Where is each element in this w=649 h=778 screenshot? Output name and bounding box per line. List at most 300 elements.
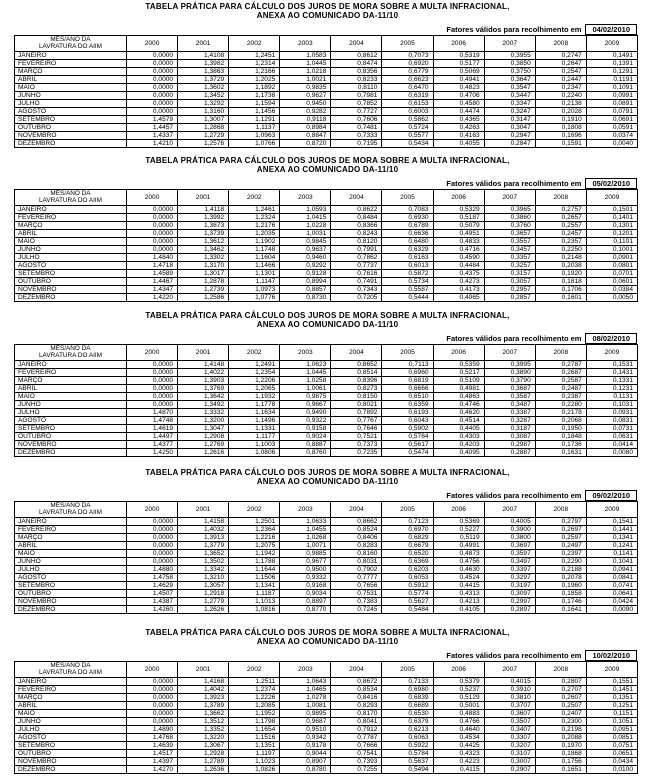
value-cell: 0,8416 — [331, 694, 382, 702]
value-cell: 0,1601 — [535, 294, 586, 302]
fatores-date: 04/02/2010 — [585, 24, 637, 35]
table-row — [15, 132, 638, 140]
value-cell: 0,0601 — [586, 278, 637, 286]
table-row — [15, 230, 638, 238]
value-cell: 0,2138 — [535, 100, 586, 108]
table-row — [15, 92, 638, 100]
value-cell: 0,2347 — [535, 84, 586, 92]
value-cell: 0,3707 — [484, 702, 535, 710]
value-cell: 0,8283 — [331, 542, 382, 550]
value-cell: 0,1431 — [586, 369, 637, 377]
value-cell: 0,0901 — [586, 254, 637, 262]
value-cell: 0,4115 — [433, 766, 484, 774]
value-cell: 0,5922 — [382, 742, 433, 750]
value-cell: 0,1451 — [586, 686, 637, 694]
value-cell: 0,7255 — [331, 766, 382, 774]
year-header: 2000 — [127, 502, 178, 518]
value-cell: 1,4250 — [127, 449, 178, 457]
value-cell: 0,2607 — [535, 694, 586, 702]
value-cell: 0,8396 — [331, 377, 382, 385]
value-cell: 1,3492 — [178, 401, 229, 409]
value-cell: 0,0000 — [127, 542, 178, 550]
value-cell: 0,7656 — [331, 582, 382, 590]
value-cell: 0,6679 — [382, 542, 433, 550]
value-cell: 1,2878 — [178, 278, 229, 286]
value-cell: 0,3657 — [484, 230, 535, 238]
value-cell: 0,6319 — [382, 92, 433, 100]
value-cell: 0,6470 — [382, 84, 433, 92]
value-cell: 0,1131 — [586, 393, 637, 401]
year-header: 2002 — [229, 190, 280, 206]
value-cell: 0,8770 — [280, 606, 331, 614]
value-cell: 1,3512 — [178, 718, 229, 726]
value-cell: 0,7902 — [331, 566, 382, 574]
value-cell: 0,0040 — [586, 140, 637, 148]
value-cell: 0,7113 — [382, 361, 433, 369]
value-cell: 0,8672 — [331, 678, 382, 686]
year-header: 2005 — [382, 662, 433, 678]
value-cell: 0,8887 — [280, 441, 331, 449]
table-row — [15, 140, 638, 148]
value-cell: 1,0816 — [229, 606, 280, 614]
month-cell: JULHO — [15, 254, 127, 262]
header-row — [15, 345, 638, 361]
value-cell: 0,7991 — [331, 246, 382, 254]
month-cell: MARÇO — [15, 222, 127, 230]
value-cell: 0,5912 — [382, 582, 433, 590]
value-cell: 0,4981 — [433, 385, 484, 393]
value-cell: 0,0000 — [127, 702, 178, 710]
value-cell: 0,6359 — [382, 401, 433, 409]
value-cell: 0,1641 — [535, 606, 586, 614]
value-cell: 0,1441 — [586, 526, 637, 534]
table-row — [15, 222, 638, 230]
value-cell: 1,4347 — [127, 286, 178, 294]
value-cell: 0,4833 — [433, 238, 484, 246]
fatores-date: 05/02/2010 — [585, 178, 637, 189]
value-cell: 0,2547 — [535, 68, 586, 76]
value-cell: 0,4883 — [433, 710, 484, 718]
value-cell: 0,2198 — [535, 726, 586, 734]
value-cell: 0,0000 — [127, 246, 178, 254]
value-cell: 0,3910 — [484, 686, 535, 694]
value-cell: 0,5379 — [433, 678, 484, 686]
value-cell: 0,7616 — [331, 270, 382, 278]
year-header: 2003 — [280, 345, 331, 361]
value-cell: 1,2626 — [178, 606, 229, 614]
month-cell: ABRIL — [15, 542, 127, 550]
value-cell: 0,4173 — [433, 286, 484, 294]
value-cell: 0,6003 — [382, 108, 433, 116]
value-cell: 0,9627 — [280, 92, 331, 100]
value-cell: 0,6789 — [382, 222, 433, 230]
table-row — [15, 206, 638, 214]
value-cell: 0,3157 — [484, 270, 535, 278]
value-cell: 1,2928 — [178, 750, 229, 758]
table-title — [6, 628, 649, 646]
value-cell: 0,2987 — [484, 441, 535, 449]
value-cell: 0,4223 — [433, 758, 484, 766]
value-cell: 1,3017 — [178, 270, 229, 278]
title-line-2: ANEXA AO COMUNICADO DA-11/10 — [256, 11, 399, 20]
value-cell: 0,9158 — [280, 425, 331, 433]
value-cell: 0,7521 — [331, 433, 382, 441]
header-row — [15, 190, 638, 206]
value-cell: 0,2188 — [535, 566, 586, 574]
value-cell: 0,1910 — [535, 116, 586, 124]
value-cell: 0,1231 — [586, 385, 637, 393]
value-cell: 0,3995 — [484, 361, 535, 369]
value-cell: 0,0651 — [586, 750, 637, 758]
value-cell: 0,3790 — [484, 377, 535, 385]
value-cell: 0,6043 — [382, 417, 433, 425]
year-header: 2004 — [331, 502, 382, 518]
value-cell: 1,1291 — [229, 116, 280, 124]
value-cell: 1,4890 — [127, 726, 178, 734]
value-cell: 1,1788 — [229, 558, 280, 566]
year-header: 2000 — [127, 345, 178, 361]
value-cell: 0,0731 — [586, 425, 637, 433]
value-cell: 0,0000 — [127, 68, 178, 76]
month-cell: SETEMBRO — [15, 742, 127, 750]
value-cell: 1,3992 — [178, 214, 229, 222]
value-cell: 1,1023 — [229, 758, 280, 766]
year-header: 2001 — [178, 36, 229, 52]
value-cell: 0,0000 — [127, 534, 178, 542]
value-cell: 1,3200 — [178, 417, 229, 425]
value-cell: 0,5484 — [382, 606, 433, 614]
value-cell: 0,5319 — [433, 52, 484, 60]
value-cell: 1,2025 — [229, 76, 280, 84]
table-row — [15, 550, 638, 558]
value-cell: 0,0090 — [586, 606, 637, 614]
value-cell: 1,2226 — [229, 694, 280, 702]
value-cell: 0,1818 — [535, 278, 586, 286]
year-header: 2006 — [433, 502, 484, 518]
table-row — [15, 393, 638, 401]
month-cell: MAIO — [15, 238, 127, 246]
value-cell: 0,3297 — [484, 574, 535, 582]
value-cell: 1,4507 — [127, 590, 178, 598]
value-cell: 0,8160 — [331, 550, 382, 558]
header-row — [15, 502, 638, 518]
value-cell: 0,1401 — [586, 214, 637, 222]
value-cell: 1,4118 — [178, 206, 229, 214]
value-cell: 1,4517 — [127, 750, 178, 758]
value-cell: 0,6203 — [382, 566, 433, 574]
header-row — [15, 36, 638, 52]
month-cell: AGOSTO — [15, 262, 127, 270]
value-cell: 0,2697 — [535, 526, 586, 534]
year-header: 2001 — [178, 345, 229, 361]
year-header: 2003 — [280, 502, 331, 518]
year-header: 2004 — [331, 662, 382, 678]
value-cell: 0,2078 — [535, 574, 586, 582]
value-cell: 1,0278 — [280, 694, 331, 702]
header-line-1: MÊS/ANO DA — [50, 662, 91, 669]
year-header: 2006 — [433, 662, 484, 678]
month-cell: ABRIL — [15, 702, 127, 710]
value-cell: 0,6013 — [382, 262, 433, 270]
value-cell: 0,0000 — [127, 92, 178, 100]
value-cell: 0,9677 — [280, 558, 331, 566]
table-row — [15, 124, 638, 132]
table-row — [15, 566, 638, 574]
value-cell: 0,1651 — [535, 766, 586, 774]
value-cell: 0,0641 — [586, 590, 637, 598]
value-cell: 0,3247 — [484, 108, 535, 116]
value-cell: 1,3769 — [178, 385, 229, 393]
value-cell: 1,1506 — [229, 574, 280, 582]
value-cell: 0,9044 — [280, 750, 331, 758]
value-cell: 0,9034 — [280, 590, 331, 598]
month-cell: DEZEMBRO — [15, 140, 127, 148]
table-row — [15, 52, 638, 60]
table-row — [15, 590, 638, 598]
table-row — [15, 449, 638, 457]
year-header: 2007 — [484, 502, 535, 518]
value-cell: 0,0000 — [127, 108, 178, 116]
month-cell: OUTUBRO — [15, 278, 127, 286]
table-row — [15, 246, 638, 254]
month-year-header — [15, 662, 127, 678]
value-cell: 1,2739 — [178, 286, 229, 294]
value-cell: 0,2447 — [535, 76, 586, 84]
value-cell: 0,1501 — [586, 206, 637, 214]
month-cell: NOVEMBRO — [15, 598, 127, 606]
value-cell: 0,7083 — [382, 206, 433, 214]
value-cell: 0,6053 — [382, 574, 433, 582]
value-cell: 0,0931 — [586, 409, 637, 417]
table-row — [15, 558, 638, 566]
month-cell: JULHO — [15, 726, 127, 734]
title-line-2: ANEXA AO COMUNICADO DA-11/10 — [256, 477, 399, 486]
value-cell: 0,9332 — [280, 574, 331, 582]
value-cell: 0,9895 — [280, 710, 331, 718]
value-cell: 1,2374 — [229, 686, 280, 694]
value-cell: 0,9510 — [280, 726, 331, 734]
header-line-1: MÊS/ANO DA — [50, 190, 91, 197]
year-header: 2001 — [178, 502, 229, 518]
value-cell: 0,5434 — [382, 140, 433, 148]
value-cell: 0,7646 — [331, 425, 382, 433]
value-cell: 0,7481 — [331, 124, 382, 132]
fatores-row — [446, 333, 637, 344]
month-cell: JULHO — [15, 409, 127, 417]
value-cell: 0,1091 — [586, 84, 637, 92]
value-cell: 1,4158 — [178, 518, 229, 526]
value-cell: 0,2068 — [535, 417, 586, 425]
value-cell: 1,3452 — [178, 92, 229, 100]
value-cell: 0,2250 — [535, 246, 586, 254]
value-cell: 0,4065 — [433, 294, 484, 302]
month-cell: NOVEMBRO — [15, 758, 127, 766]
value-cell: 0,2387 — [535, 393, 586, 401]
value-cell: 1,0021 — [280, 76, 331, 84]
value-cell: 0,4746 — [433, 401, 484, 409]
value-cell: 0,5577 — [382, 132, 433, 140]
value-cell: 0,1746 — [535, 598, 586, 606]
month-cell: JULHO — [15, 100, 127, 108]
value-cell: 0,0000 — [127, 710, 178, 718]
value-cell: 0,3750 — [484, 68, 535, 76]
header-row — [15, 662, 638, 678]
value-cell: 0,8622 — [331, 206, 382, 214]
value-cell: 0,1301 — [586, 222, 637, 230]
value-cell: 1,1644 — [229, 566, 280, 574]
month-cell: JANEIRO — [15, 678, 127, 686]
fatores-date: 08/02/2010 — [585, 333, 637, 344]
value-cell: 0,3107 — [484, 750, 535, 758]
table-row — [15, 710, 638, 718]
month-cell: FEVEREIRO — [15, 686, 127, 694]
value-cell: 0,5001 — [433, 702, 484, 710]
table-row — [15, 526, 638, 534]
value-cell: 0,3547 — [484, 84, 535, 92]
value-cell: 0,7383 — [331, 598, 382, 606]
value-cell: 1,4579 — [127, 116, 178, 124]
value-cell: 1,4840 — [127, 254, 178, 262]
value-cell: 0,7531 — [331, 590, 382, 598]
value-cell: 0,3850 — [484, 60, 535, 68]
table-row — [15, 686, 638, 694]
table-block — [0, 468, 649, 618]
value-cell: 0,1920 — [535, 270, 586, 278]
value-cell: 0,3307 — [484, 734, 535, 742]
value-cell: 0,4534 — [433, 734, 484, 742]
value-cell: 0,8170 — [331, 710, 382, 718]
month-cell: JANEIRO — [15, 518, 127, 526]
value-cell: 1,4497 — [127, 433, 178, 441]
value-cell: 1,1137 — [229, 124, 280, 132]
value-cell: 0,2797 — [535, 518, 586, 526]
value-cell: 1,4619 — [127, 425, 178, 433]
value-cell: 1,4022 — [178, 369, 229, 377]
value-cell: 0,9450 — [280, 100, 331, 108]
value-cell: 1,4589 — [127, 270, 178, 278]
value-cell: 0,7606 — [331, 116, 382, 124]
table-row — [15, 294, 638, 302]
fatores-row — [446, 490, 637, 501]
value-cell: 1,2729 — [178, 132, 229, 140]
value-cell: 0,1191 — [586, 76, 637, 84]
value-cell: 1,1604 — [229, 254, 280, 262]
table-row — [15, 734, 638, 742]
value-cell: 0,3457 — [484, 246, 535, 254]
value-cell: 0,0941 — [586, 566, 637, 574]
value-cell: 0,0691 — [586, 116, 637, 124]
value-cell: 1,1147 — [229, 278, 280, 286]
value-cell: 0,5227 — [433, 526, 484, 534]
value-cell: 1,3913 — [178, 534, 229, 542]
value-cell: 1,3067 — [178, 742, 229, 750]
month-cell: SETEMBRO — [15, 425, 127, 433]
value-cell: 0,7912 — [331, 726, 382, 734]
value-cell: 1,3462 — [178, 246, 229, 254]
value-cell: 1,0258 — [280, 377, 331, 385]
value-cell: 1,1456 — [229, 108, 280, 116]
value-cell: 0,9322 — [280, 417, 331, 425]
value-cell: 0,1858 — [535, 590, 586, 598]
value-cell: 1,2461 — [229, 206, 280, 214]
value-cell: 0,1696 — [535, 132, 586, 140]
value-cell: 1,1952 — [229, 710, 280, 718]
value-cell: 0,5902 — [382, 425, 433, 433]
value-cell: 0,8110 — [331, 84, 382, 92]
value-cell: 0,8356 — [331, 68, 382, 76]
value-cell: 1,1932 — [229, 393, 280, 401]
table-block — [0, 156, 649, 306]
table-row — [15, 369, 638, 377]
value-cell: 0,5237 — [433, 686, 484, 694]
value-cell: 0,3890 — [484, 369, 535, 377]
value-cell: 1,2908 — [178, 433, 229, 441]
value-cell: 0,2148 — [535, 254, 586, 262]
year-header: 2000 — [127, 190, 178, 206]
value-cell: 1,2779 — [178, 598, 229, 606]
value-cell: 0,2088 — [535, 734, 586, 742]
year-header: 2006 — [433, 36, 484, 52]
value-cell: 0,1591 — [535, 140, 586, 148]
year-header: 2008 — [535, 36, 586, 52]
month-cell: OUTUBRO — [15, 590, 127, 598]
value-cell: 1,1341 — [229, 582, 280, 590]
value-cell: 0,4323 — [433, 750, 484, 758]
value-cell: 1,4457 — [127, 124, 178, 132]
value-cell: 0,3087 — [484, 433, 535, 441]
table-row — [15, 262, 638, 270]
value-cell: 0,3347 — [484, 100, 535, 108]
title-line-2: ANEXA AO COMUNICADO DA-11/10 — [256, 320, 399, 329]
value-cell: 0,0050 — [586, 294, 637, 302]
juros-table — [14, 35, 638, 148]
value-cell: 0,0080 — [586, 449, 637, 457]
value-cell: 0,0591 — [586, 124, 637, 132]
value-cell: 1,2511 — [229, 678, 280, 686]
year-header: 2007 — [484, 190, 535, 206]
value-cell: 0,8612 — [331, 52, 382, 60]
value-cell: 1,3292 — [178, 100, 229, 108]
value-cell: 0,4105 — [433, 606, 484, 614]
value-cell: 0,0000 — [127, 100, 178, 108]
value-cell: 1,2075 — [229, 542, 280, 550]
value-cell: 1,3332 — [178, 409, 229, 417]
value-cell: 0,9128 — [280, 270, 331, 278]
value-cell: 0,1541 — [586, 518, 637, 526]
value-cell: 0,4273 — [433, 278, 484, 286]
year-header: 2008 — [535, 662, 586, 678]
table-row — [15, 598, 638, 606]
value-cell: 0,4405 — [433, 425, 484, 433]
value-cell: 0,2487 — [535, 385, 586, 393]
value-cell: 1,3729 — [178, 76, 229, 84]
month-cell: NOVEMBRO — [15, 132, 127, 140]
value-cell: 0,3760 — [484, 222, 535, 230]
title-line-2: ANEXA AO COMUNICADO DA-11/10 — [256, 637, 399, 646]
value-cell: 0,2457 — [535, 230, 586, 238]
value-cell: 1,0031 — [280, 230, 331, 238]
value-cell: 0,5369 — [433, 518, 484, 526]
value-cell: 0,4640 — [433, 726, 484, 734]
value-cell: 0,9637 — [280, 246, 331, 254]
value-cell: 0,6480 — [382, 238, 433, 246]
month-cell: AGOSTO — [15, 734, 127, 742]
month-cell: DEZEMBRO — [15, 294, 127, 302]
value-cell: 0,2947 — [484, 132, 535, 140]
value-cell: 0,6520 — [382, 550, 433, 558]
value-cell: 1,1187 — [229, 590, 280, 598]
value-cell: 0,5129 — [433, 694, 484, 702]
